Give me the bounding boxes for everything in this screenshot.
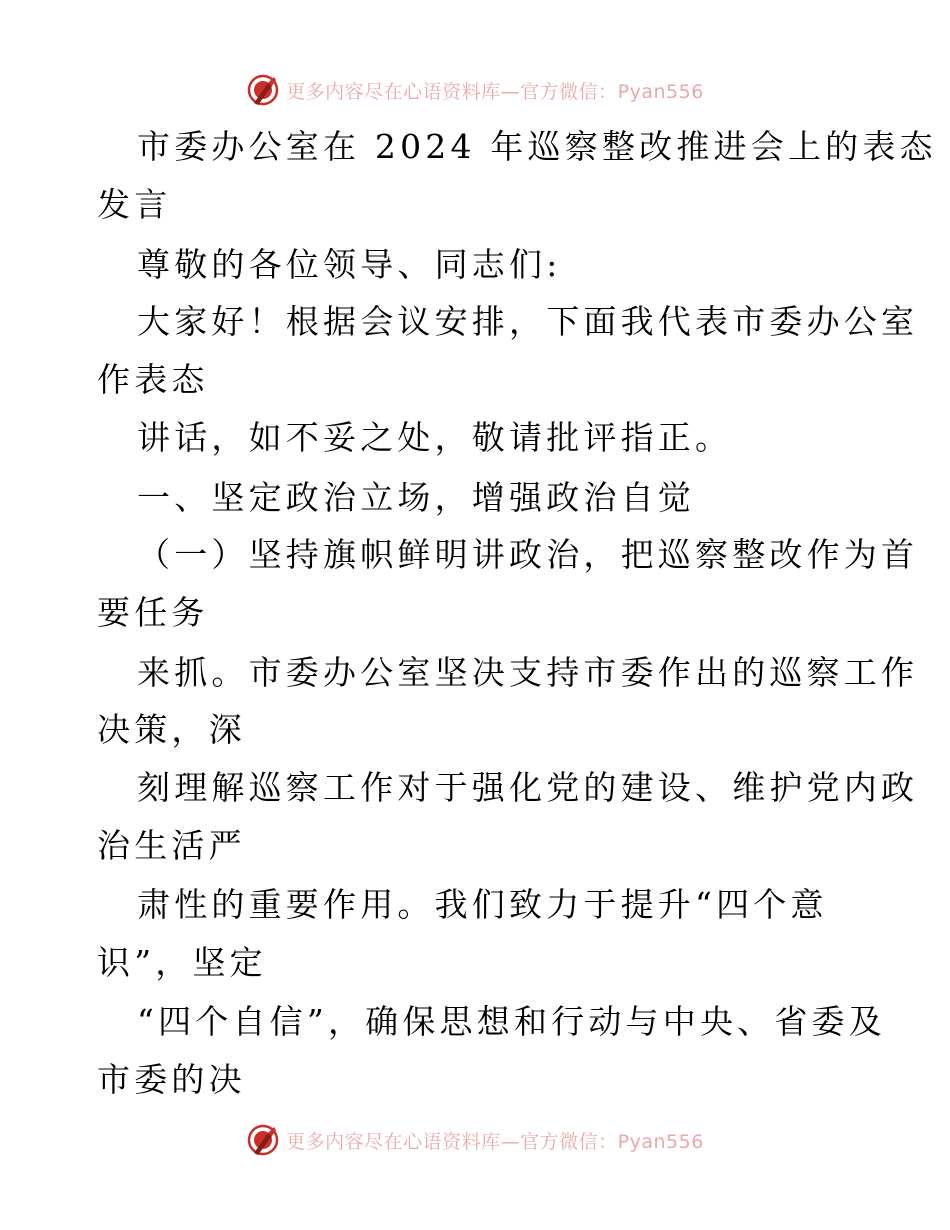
footer-watermark	[0, 1120, 950, 1160]
document-line: 一、坚定政治立场，增强政治自觉	[137, 478, 695, 517]
header-watermark	[0, 70, 950, 110]
document-line: 治生活严	[97, 826, 246, 865]
watermark-text: 更多内容尽在心语资料库—官方微信：Pyan556	[286, 80, 704, 103]
document-line: 市委的决	[97, 1060, 246, 1099]
document-line: 来抓。市委办公室坚决支持市委作出的巡察工作	[137, 653, 919, 692]
document-line: 肃性的重要作用。我们致力于提升“四个意	[137, 885, 828, 924]
document-line: （一）坚持旗帜鲜明讲政治，把巡察整改作为首	[137, 535, 919, 574]
document-line: 识”，坚定	[97, 943, 267, 982]
document-line: 尊敬的各位领导、同志们:	[137, 245, 562, 284]
document-line: 市委办公室在 2024 年巡察整改推进会上的表态	[137, 127, 937, 166]
document-line: 要任务	[97, 593, 209, 632]
watermark-text: 更多内容尽在心语资料库—官方微信：Pyan556	[286, 1130, 704, 1153]
document-line: 发言	[97, 185, 172, 224]
document-line: 决策，深	[97, 710, 246, 749]
pen-nib-seal-icon	[246, 1123, 280, 1157]
document-line: “四个自信”，确保思想和行动与中央、省委及	[137, 1002, 886, 1041]
document-line: 刻理解巡察工作对于强化党的建设、维护党内政	[137, 768, 919, 807]
document-line: 大家好！根据会议安排，下面我代表市委办公室	[137, 302, 919, 341]
pen-nib-seal-icon	[246, 73, 280, 107]
document-line: 讲话，如不妥之处，敬请批评指正。	[137, 418, 733, 457]
document-line: 作表态	[97, 360, 209, 399]
